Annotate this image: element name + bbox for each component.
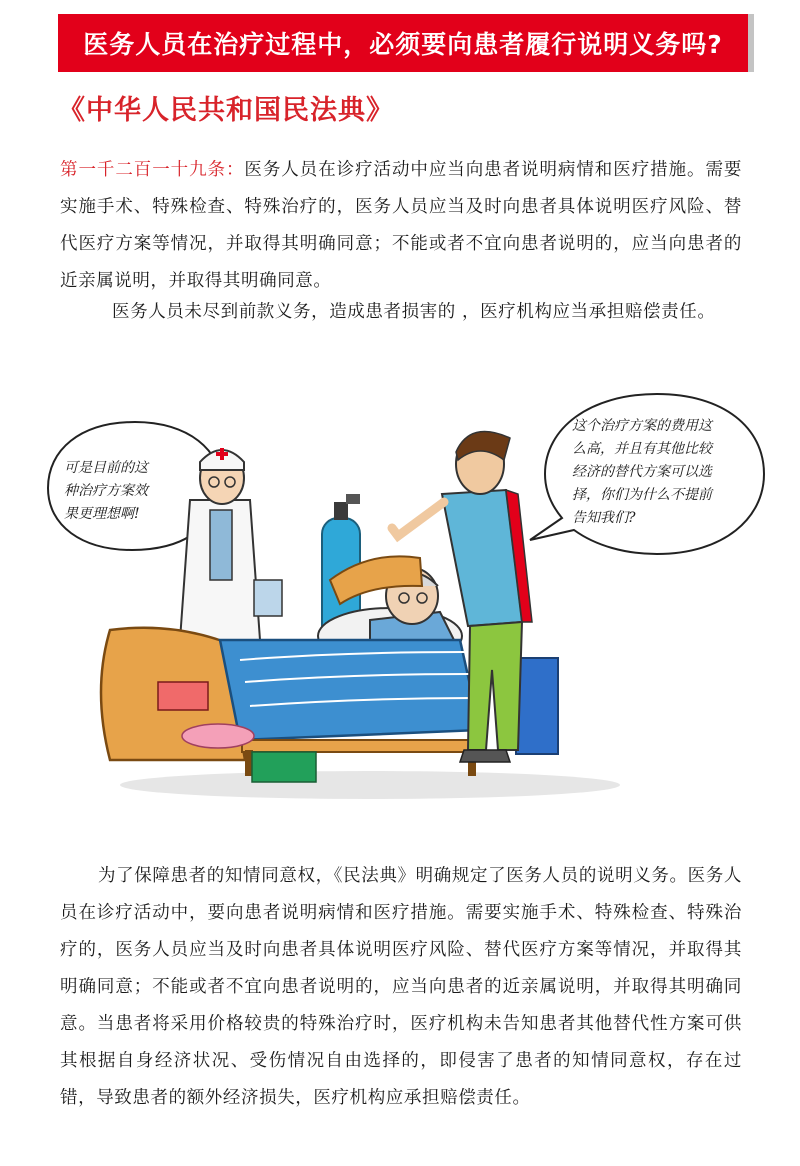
- bedside-cabinet: [516, 658, 558, 754]
- right-bubble-line: 告知我们?: [572, 510, 636, 526]
- banner-accent: [748, 14, 754, 72]
- right-bubble-line: 么高，并且有其他比较: [572, 441, 712, 457]
- left-bubble-line: 可是目前的这: [64, 460, 148, 476]
- illustration: [40, 390, 770, 810]
- bed-label-plate: [158, 682, 208, 710]
- slippers-box: [252, 752, 316, 782]
- right-bubble-line: 经济的替代方案可以选: [572, 464, 712, 480]
- floor-shadow: [120, 771, 620, 799]
- right-bubble-line: 这个治疗方案的费用这: [572, 418, 712, 434]
- left-bubble-line: 种治疗方案效: [64, 483, 148, 499]
- article-paragraph: [60, 152, 742, 300]
- basin: [182, 724, 254, 748]
- right-bubble-line: 择，你们为什么不提前: [572, 487, 712, 503]
- blanket: [220, 640, 480, 740]
- article-paragraph-2: 医务人员未尽到前款义务，造成患者损害的 ，医疗机构应当承担赔偿责任。: [112, 302, 716, 322]
- title-banner: [58, 14, 748, 72]
- page-title: 医务人员在治疗过程中，必须要向患者履行说明义务吗?: [83, 30, 723, 59]
- law-title: 《中华人民共和国民法典》: [58, 95, 394, 126]
- left-bubble-line: 果更理想啊!: [64, 506, 140, 522]
- article-text: 医务人员在诊疗活动中应当向患者说明病情和医疗措施。需要实施手术、特殊检查、特殊治疗的，医务人员应当及时向患者具体说明医疗风险、替代医疗方案等情况，并取得其明确同意；不能或者不宜向患者说明的，应当向患者的近亲属说明，并取得其明确同意。: [60, 160, 743, 291]
- article-number: 第一千二百一十九条：: [60, 160, 245, 180]
- explanation-paragraph: 为了保障患者的知情同意权，《民法典》明确规定了医务人员的说明义务。医务人员在诊疗活动中，要向患者说明病情和医疗措施。需要实施手术、特殊检查、特殊治疗的，医务人员应当及时向患者具体说明医疗风险、替代医疗方案等情况，并取得其明确同意；不能或者不宜向患者说明的，应当向患者的近亲属说明，并取得其明确同意。当患者将采用价格较贵的特殊治疗时，医疗机构未告知患者其他替代性方案可供其根据自身经济状况、受伤情况自由选择的，即侵害了患者的知情同意权，存在过错，导致患者的额外经济损失，医疗机构应承担赔偿责任。: [60, 866, 742, 1108]
- right-speech-bubble: [530, 394, 764, 554]
